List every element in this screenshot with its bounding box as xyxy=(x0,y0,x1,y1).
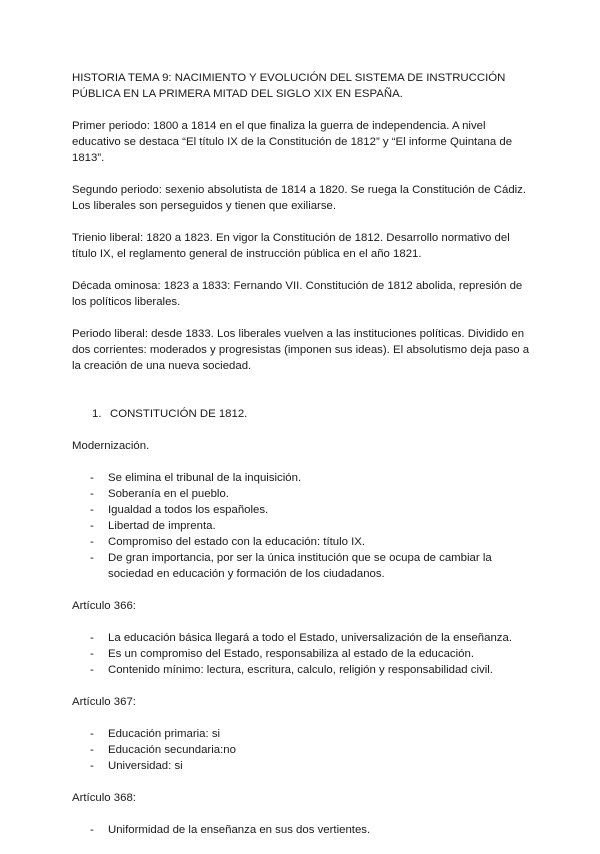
list-item-text: Educación secundaria:no xyxy=(108,744,236,756)
list-item xyxy=(72,470,532,486)
list-item xyxy=(72,630,532,646)
list-item xyxy=(72,518,532,534)
bullet-dash: - xyxy=(90,520,94,532)
bullet-list-articulo-366 xyxy=(72,630,532,678)
list-item-text: La educación básica llegará a todo el Estado, universalización de la enseñanza. xyxy=(108,632,513,644)
bullet-list-articulo-368 xyxy=(72,822,532,838)
list-item xyxy=(72,822,532,838)
bullet-dash: - xyxy=(90,552,94,564)
document-title: HISTORIA TEMA 9: NACIMIENTO Y EVOLUCIÓN DEL SISTEMA DE INSTRUCCIÓN PÚBLICA EN LA PRIMERA MITAD DEL SIGLO XIX EN ESPAÑA. xyxy=(72,72,506,100)
list-item-text: Contenido mínimo: lectura, escritura, calculo, religión y responsabilidad civil. xyxy=(108,664,493,676)
group-label-articulo-368: Artículo 368: xyxy=(72,792,136,804)
list-item-text: Es un compromiso del Estado, responsabiliza al estado de la educación. xyxy=(108,648,474,660)
paragraph-decada-ominosa: Década ominosa: 1823 a 1833: Fernando VII. Constitución de 1812 abolida, represión de los políticos liberales. xyxy=(72,280,523,308)
bullet-dash: - xyxy=(90,760,94,772)
list-item xyxy=(72,726,532,742)
bullet-dash: - xyxy=(90,728,94,740)
document-page xyxy=(72,70,532,854)
list-item-text: Educación primaria: si xyxy=(108,728,221,740)
list-item-text: Universidad: si xyxy=(108,760,183,772)
paragraph-periodo-liberal: Periodo liberal: desde 1833. Los liberales vuelven a las instituciones políticas. Dividido en dos corrientes: moderados y progresistas (imponen sus ideas). El absolutismo deja paso a la creación de una nueva sociedad. xyxy=(72,328,530,372)
paragraph-segundo-periodo: Segundo periodo: sexenio absolutista de 1814 a 1820. Se ruega la Constitución de Cádiz. Los liberales son perseguidos y tienen que exiliarse. xyxy=(72,184,527,212)
group-label-articulo-367: Artículo 367: xyxy=(72,696,136,708)
list-item xyxy=(72,486,532,502)
group-label-articulo-366: Artículo 366: xyxy=(72,600,136,612)
list-item xyxy=(72,646,532,662)
section-title: CONSTITUCIÓN DE 1812. xyxy=(110,408,248,420)
list-item-text: Uniformidad de la enseñanza en sus dos vertientes. xyxy=(108,824,371,836)
bullet-dash: - xyxy=(90,744,94,756)
list-item xyxy=(72,662,532,678)
list-item-text: Se elimina el tribunal de la inquisición. xyxy=(108,472,302,484)
list-item-text: Libertad de imprenta. xyxy=(108,520,216,532)
bullet-dash: - xyxy=(90,536,94,548)
bullet-dash: - xyxy=(90,472,94,484)
bullet-list-articulo-367 xyxy=(72,726,532,774)
section-heading xyxy=(72,406,532,422)
bullet-dash: - xyxy=(90,504,94,516)
section-number: 1. xyxy=(92,408,102,420)
bullet-dash: - xyxy=(90,488,94,500)
list-item-text: De gran importancia, por ser la única institución que se ocupa de cambiar la sociedad en educación y formación de los ciudadanos. xyxy=(108,552,492,580)
group-label-modernizacion: Modernización. xyxy=(72,440,150,452)
paragraph-primer-periodo: Primer periodo: 1800 a 1814 en el que finaliza la guerra de independencia. A nivel educativo se destaca “El título IX de la Constitución de 1812” y “El informe Quintana de 1813”. xyxy=(72,120,513,164)
list-item xyxy=(72,502,532,518)
bullet-dash: - xyxy=(90,648,94,660)
bullet-dash: - xyxy=(90,632,94,644)
list-item-text: Igualdad a todos los españoles. xyxy=(108,504,269,516)
list-item-text: Soberanía en el pueblo. xyxy=(108,488,229,500)
paragraph-trienio-liberal: Trienio liberal: 1820 a 1823. En vigor la Constitución de 1812. Desarrollo normativo del título IX, el reglamento general de instrucción pública en el año 1821. xyxy=(72,232,510,260)
list-item-text: Compromiso del estado con la educación: título IX. xyxy=(108,536,366,548)
list-item xyxy=(72,742,532,758)
list-item xyxy=(72,550,532,582)
bullet-dash: - xyxy=(90,824,94,836)
list-item xyxy=(72,534,532,550)
bullet-dash: - xyxy=(90,664,94,676)
bullet-list-modernizacion xyxy=(72,470,532,582)
list-item xyxy=(72,758,532,774)
